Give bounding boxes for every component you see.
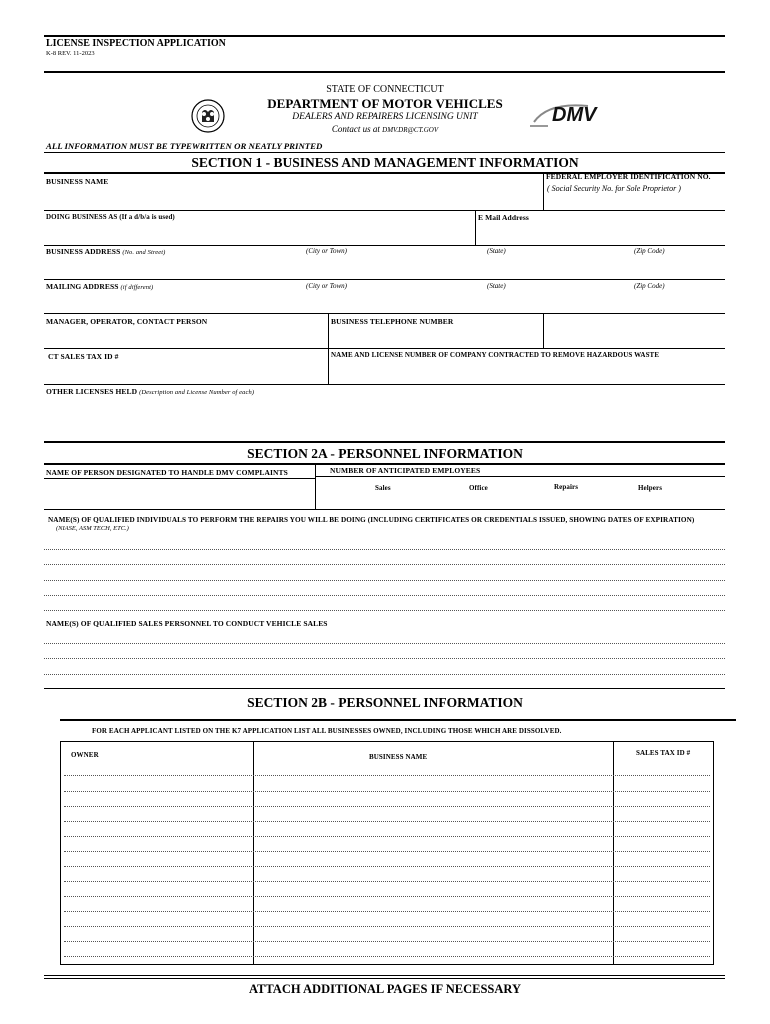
sales-line-2[interactable] bbox=[44, 658, 725, 659]
row-rule-2 bbox=[44, 245, 725, 246]
business-name-column-header: BUSINESS NAME bbox=[369, 753, 428, 761]
repairs-line-3[interactable] bbox=[44, 580, 725, 581]
sales-line-1[interactable] bbox=[44, 643, 725, 644]
row-rule-1 bbox=[44, 210, 725, 211]
owned-row-line-4[interactable] bbox=[64, 821, 710, 822]
sales-line-3[interactable] bbox=[44, 674, 725, 675]
section-2b-instruction: FOR EACH APPLICANT LISTED ON THE K7 APPLICATION LIST ALL BUSINESSES OWNED, INCLUDING THOSE WHICH ARE DISSOLVED. bbox=[92, 727, 562, 735]
mailing-address-note: (if different) bbox=[120, 284, 154, 291]
header-rule bbox=[44, 71, 725, 73]
qualified-sales-label: NAME(S) OF QUALIFIED SALES PERSONNEL TO CONDUCT VEHICLE SALES bbox=[46, 619, 328, 628]
section-2a-end-rule bbox=[44, 688, 725, 689]
email-divider bbox=[475, 210, 476, 245]
mailing-city-label: (City or Town) bbox=[306, 282, 347, 290]
contact-email[interactable]: DMV.DR@CT.GOV bbox=[382, 126, 439, 134]
owned-row-line-6[interactable] bbox=[64, 851, 710, 852]
employees-repairs: Repairs bbox=[554, 483, 579, 491]
complaints-underline bbox=[44, 478, 315, 479]
form-revision: K-8 REV. 11-2023 bbox=[46, 50, 95, 57]
owner-column-header: OWNER bbox=[71, 751, 99, 759]
employees-divider bbox=[315, 463, 316, 509]
dmv-logo-text: DMV bbox=[552, 104, 597, 126]
row-rule-5 bbox=[44, 348, 725, 349]
mailing-state-label: (State) bbox=[487, 282, 506, 290]
employees-sales: Sales bbox=[375, 484, 391, 492]
qualified-repairs-note: (NIASE, ASM TECH, ETC.) bbox=[56, 525, 129, 532]
manager-label: MANAGER, OPERATOR, CONTACT PERSON bbox=[46, 317, 208, 326]
sales-tax-column-header: SALES TAX ID # bbox=[636, 749, 691, 757]
section-2a-title: SECTION 2A - PERSONNEL INFORMATION bbox=[247, 446, 523, 461]
mailing-address-text: MAILING ADDRESS bbox=[46, 282, 119, 291]
unit-name: DEALERS AND REPAIRERS LICENSING UNIT bbox=[292, 112, 478, 122]
sales-tax-label: CT SALES TAX ID # bbox=[48, 352, 119, 361]
business-address-note: (No. and Street) bbox=[122, 249, 166, 256]
telephone-label: BUSINESS TELEPHONE NUMBER bbox=[331, 317, 454, 326]
repairs-line-4[interactable] bbox=[44, 595, 725, 596]
top-rule bbox=[44, 35, 725, 37]
department-name: DEPARTMENT OF MOTOR VEHICLES bbox=[267, 96, 503, 111]
section-1-title: SECTION 1 - BUSINESS AND MANAGEMENT INFORMATION bbox=[191, 155, 579, 170]
owned-row-line-11[interactable] bbox=[64, 926, 710, 927]
owned-row-line-3[interactable] bbox=[64, 806, 710, 807]
fein-note: ( Social Security No. for Sole Proprietor ) bbox=[547, 184, 681, 193]
employees-helpers: Helpers bbox=[638, 484, 663, 492]
section-2b-title: SECTION 2B - PERSONNEL INFORMATION bbox=[247, 695, 523, 710]
owned-row-line-12[interactable] bbox=[64, 941, 710, 942]
contact-prefix: Contact us at bbox=[331, 124, 380, 134]
business-address-label bbox=[46, 247, 165, 256]
section-2a-rule bbox=[44, 463, 725, 465]
section-1-end-rule bbox=[44, 441, 725, 443]
email-label: E Mail Address bbox=[478, 213, 529, 222]
owned-row-line-1[interactable] bbox=[64, 775, 710, 776]
contact-line bbox=[0, 124, 770, 134]
employees-office: Office bbox=[469, 484, 488, 492]
business-address-text: BUSINESS ADDRESS bbox=[46, 247, 121, 256]
complaints-label: NAME OF PERSON DESIGNATED TO HANDLE DMV COMPLAINTS bbox=[46, 468, 288, 477]
row-rule-4 bbox=[44, 313, 725, 314]
mailing-address-label bbox=[46, 282, 153, 291]
owned-row-line-8[interactable] bbox=[64, 881, 710, 882]
owned-row-line-2[interactable] bbox=[64, 791, 710, 792]
row-rule-6 bbox=[44, 384, 725, 385]
hazardous-waste-label: NAME AND LICENSE NUMBER OF COMPANY CONTRACTED TO REMOVE HAZARDOUS WASTE bbox=[331, 351, 660, 359]
other-licenses-note: (Description and License Number of each) bbox=[139, 389, 255, 396]
section-2a-row-rule bbox=[44, 509, 725, 510]
employees-label: NUMBER OF ANTICIPATED EMPLOYEES bbox=[330, 466, 481, 475]
business-name-label: BUSINESS NAME bbox=[46, 177, 109, 186]
business-city-label: (City or Town) bbox=[306, 247, 347, 255]
fein-divider bbox=[543, 172, 544, 210]
repairs-line-2[interactable] bbox=[44, 564, 725, 565]
owned-row-line-10[interactable] bbox=[64, 911, 710, 912]
instruction-rule bbox=[44, 152, 725, 153]
telephone-divider bbox=[543, 313, 544, 348]
dmv-logo bbox=[528, 100, 608, 130]
dba-label: DOING BUSINESS AS (If a d/b/a is used) bbox=[46, 213, 175, 221]
owned-row-line-7[interactable] bbox=[64, 866, 710, 867]
employees-underline bbox=[315, 476, 725, 477]
fein-label: FEDERAL EMPLOYER IDENTIFICATION NO. bbox=[546, 172, 711, 181]
repairs-line-5[interactable] bbox=[44, 610, 725, 611]
qualified-repairs-label: NAME(S) OF QUALIFIED INDIVIDUALS TO PERFORM THE REPAIRS YOU WILL BE DOING (INCLUDING CERTIFICATES OR CREDENTIALS ISSUED, SHOWING DATES OF EXPIRATION) bbox=[48, 516, 695, 524]
business-state-label: (State) bbox=[487, 247, 506, 255]
owned-row-line-5[interactable] bbox=[64, 836, 710, 837]
attach-pages-note: ATTACH ADDITIONAL PAGES IF NECESSARY bbox=[248, 982, 522, 996]
mailing-zip-label: (Zip Code) bbox=[634, 282, 665, 290]
form-title: LICENSE INSPECTION APPLICATION bbox=[46, 38, 226, 49]
other-licenses-label bbox=[46, 387, 254, 396]
owned-row-line-9[interactable] bbox=[64, 896, 710, 897]
owned-row-line-13[interactable] bbox=[64, 956, 710, 957]
row-rule-3 bbox=[44, 279, 725, 280]
footer-rule-2 bbox=[44, 978, 725, 979]
footer-rule-1 bbox=[44, 975, 725, 976]
repairs-line-1[interactable] bbox=[44, 549, 725, 550]
section-2b-rule bbox=[60, 719, 736, 721]
state-name: STATE OF CONNECTICUT bbox=[326, 84, 444, 95]
other-licenses-text: OTHER LICENSES HELD bbox=[46, 387, 138, 396]
business-zip-label: (Zip Code) bbox=[634, 247, 665, 255]
instruction-text: ALL INFORMATION MUST BE TYPEWRITTEN OR NEATLY PRINTED bbox=[46, 141, 323, 151]
